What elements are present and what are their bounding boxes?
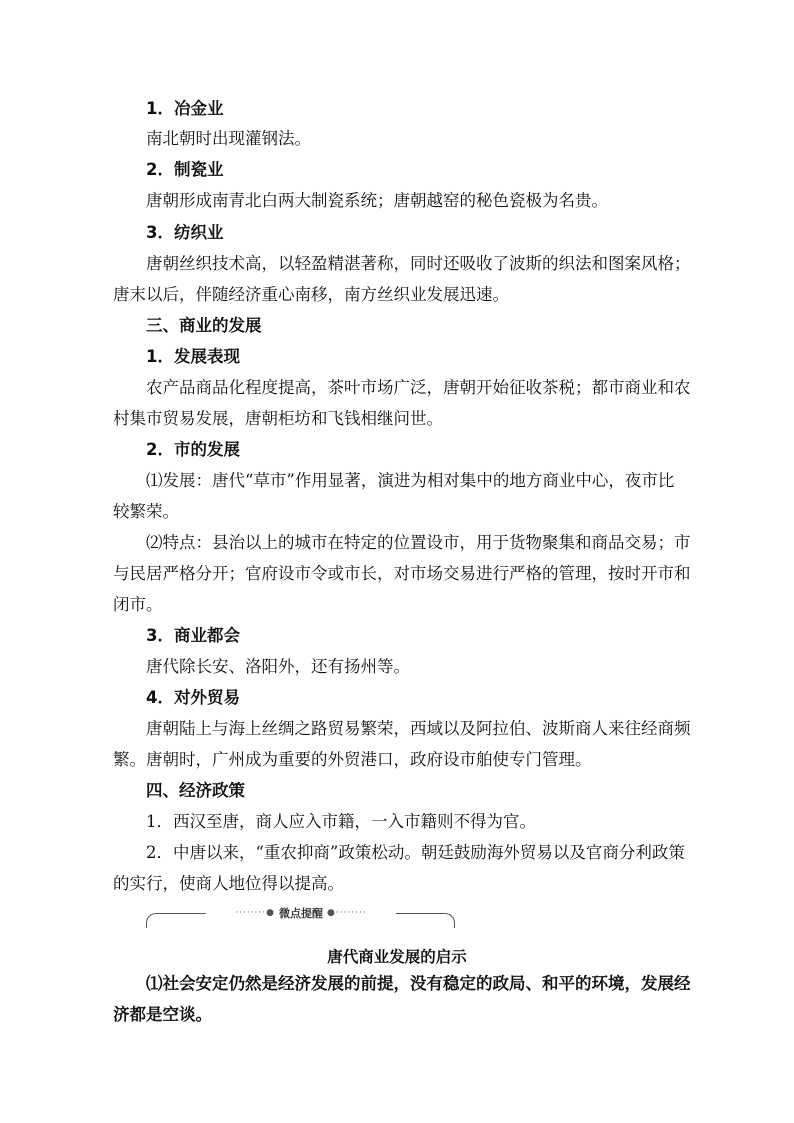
text-metallurgy: 南北朝时出现灌钢法。 <box>146 129 311 148</box>
text-market-2c: 闭市。 <box>113 595 163 614</box>
tip-item-1a: ⑴社会安定仍然是经济发展的前提，没有稳定的政局、和平的环境，发展经 <box>146 974 691 993</box>
text-performance-2: 村集市贸易发展，唐朝柜坊和飞钱相继问世。 <box>113 409 443 428</box>
heading-cities: 3．商业都会 <box>146 626 240 645</box>
text-textile-1: 唐朝丝织技术高，以轻盈精湛著称，同时还吸收了波斯的织法和图案风格； <box>146 254 691 273</box>
text-market-1a: ⑴发展：唐代“草市”作用显著，演进为相对集中的地方商业中心，夜市比 <box>146 471 675 490</box>
tip-dots-right: ●········ <box>327 908 367 918</box>
tip-dots-left: ········● <box>235 908 275 918</box>
tip-title: 唐代商业发展的启示 <box>327 948 467 966</box>
text-porcelain: 唐朝形成南青北白两大制瓷系统；唐朝越窑的秘色瓷极为名贵。 <box>146 191 608 210</box>
text-market-2b: 与民居严格分开；官府设市令或市长，对市场交易进行严格的管理，按时开市和 <box>113 564 691 583</box>
text-textile-2: 唐末以后，伴随经济重心南移，南方丝织业发展迅速。 <box>113 285 509 304</box>
section-title-policy: 四、经济政策 <box>146 781 245 800</box>
heading-metallurgy: 1．冶金业 <box>146 99 224 118</box>
heading-trade: 4．对外贸易 <box>146 688 240 707</box>
heading-market: 2．市的发展 <box>146 440 240 459</box>
tip-item-1b: 济都是空谈。 <box>113 1005 212 1024</box>
text-market-1b: 较繁荣。 <box>113 502 179 521</box>
text-policy-2b: 的实行，使商人地位得以提高。 <box>113 874 344 893</box>
section-title-commerce: 三、商业的发展 <box>146 316 262 335</box>
tip-label <box>206 904 396 922</box>
text-performance-1: 农产品商品化程度提高，茶叶市场广泛，唐朝开始征收茶税；都市商业和农 <box>146 378 691 397</box>
text-trade-2: 繁。唐朝时，广州成为重要的外贸港口，政府设市舶使专门管理。 <box>113 750 592 769</box>
text-policy-1: 1．西汉至唐，商人应入市籍，一入市籍则不得为官。 <box>146 812 536 831</box>
text-cities: 唐代除长安、洛阳外，还有扬州等。 <box>146 657 410 676</box>
heading-performance: 1．发展表现 <box>146 347 240 366</box>
heading-textile: 3．纺织业 <box>146 223 224 242</box>
text-trade-1: 唐朝陆上与海上丝绸之路贸易繁荣，西域以及阿拉伯、波斯商人来往经商频 <box>146 719 691 738</box>
text-market-2a: ⑵特点：县治以上的城市在特定的位置设市，用于货物聚集和商品交易；市 <box>146 533 691 552</box>
heading-porcelain: 2．制瓷业 <box>146 160 224 179</box>
tip-label-text: 微点提醒 <box>279 907 323 920</box>
text-policy-2a: 2．中唐以来，“重农抑商”政策松动。朝廷鼓励海外贸易以及官商分利政策 <box>146 843 685 862</box>
